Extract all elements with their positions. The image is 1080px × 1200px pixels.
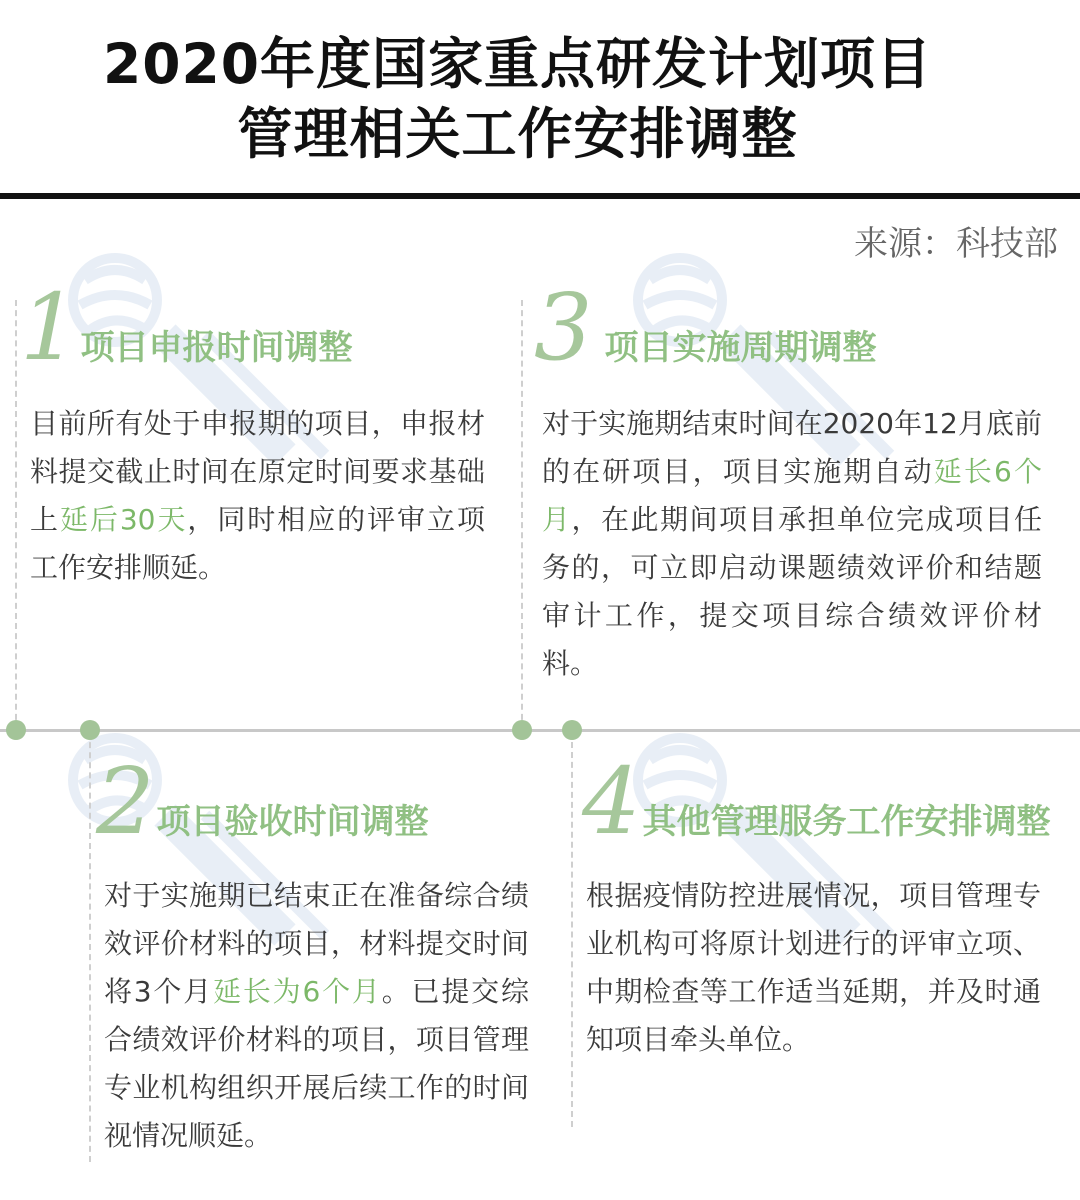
section-4-body bbox=[586, 872, 1041, 1064]
section-1-text-b: ，同时相应的评审立项工作安排顺延。 bbox=[30, 503, 485, 584]
section-2-header bbox=[96, 748, 429, 855]
section-1-number: 1 bbox=[20, 274, 79, 381]
section-3-body bbox=[542, 400, 1042, 688]
section-1-header bbox=[20, 274, 353, 381]
section-2-heading: 项目验收时间调整 bbox=[156, 802, 429, 842]
timeline-dot-icon bbox=[512, 720, 532, 740]
page-title-line-1: 2020年度国家重点研发计划项目 bbox=[102, 32, 933, 96]
section-3-heading: 项目实施周期调整 bbox=[604, 328, 877, 368]
connector-dashed-2 bbox=[89, 732, 91, 1162]
source-credit: 来源：科技部 bbox=[854, 224, 1058, 264]
section-3-text-a: 对于实施期结束时间在2020年12月底前的在研项目，项目实施期自动 bbox=[542, 407, 1042, 488]
section-2-number: 2 bbox=[96, 748, 155, 855]
timeline-dot-icon bbox=[6, 720, 26, 740]
connector-dashed-4 bbox=[571, 732, 573, 1127]
section-4-text-a: 根据疫情防控进展情况，项目管理专业机构可将原计划进行的评审立项、中期检查等工作适当延期，并及时通知项目牵头单位。 bbox=[586, 879, 1041, 1056]
section-2-body bbox=[104, 872, 529, 1160]
section-4-number: 4 bbox=[582, 748, 641, 855]
timeline-dot-icon bbox=[562, 720, 582, 740]
connector-dashed-1 bbox=[15, 300, 17, 730]
section-2-text-a: 对于实施期已结束正在准备综合绩效评价材料的项目，材料提交时间将3个月 bbox=[104, 879, 529, 1008]
section-3-number: 3 bbox=[534, 274, 593, 381]
section-4-heading: 其他管理服务工作安排调整 bbox=[642, 802, 1051, 842]
section-3-header bbox=[534, 274, 877, 381]
section-1-highlight: 延后30天 bbox=[59, 503, 188, 536]
timeline-dot-icon bbox=[80, 720, 100, 740]
title-divider bbox=[0, 193, 1080, 199]
connector-dashed-3 bbox=[521, 300, 523, 730]
section-2-highlight: 延长为6个月 bbox=[213, 975, 382, 1008]
section-3-text-b: ，在此期间项目承担单位完成项目任务的，可立即启动课题绩效评价和结题审计工作，提交项目综合绩效评价材料。 bbox=[542, 503, 1042, 680]
section-1-heading: 项目申报时间调整 bbox=[80, 328, 353, 368]
timeline-line bbox=[0, 729, 1080, 732]
page-title-line-2: 管理相关工作安排调整 bbox=[237, 102, 798, 166]
section-1-body bbox=[30, 400, 485, 592]
section-4-header bbox=[582, 748, 1051, 855]
section-2-text-b: 。已提交综合绩效评价材料的项目，项目管理专业机构组织开展后续工作的时间视情况顺延。 bbox=[104, 975, 529, 1152]
section-1-text-a: 目前所有处于申报期的项目，申报材料提交截止时间在原定时间要求基础上 bbox=[30, 407, 485, 536]
section-3-highlight: 延长6个月 bbox=[542, 455, 1042, 536]
